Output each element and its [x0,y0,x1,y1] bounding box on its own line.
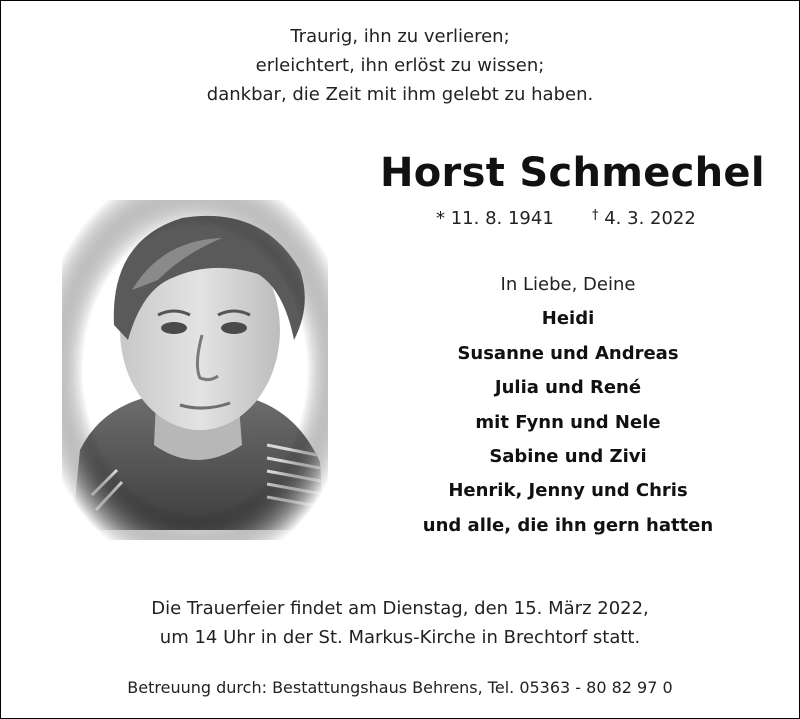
funeral-home-footer: Betreuung durch: Bestattungshaus Behrens, Tel. 05363 - 80 82 97 0 [127,678,673,697]
family-intro: In Liebe, Deine [500,274,636,295]
family-member: Julia und René [494,377,642,399]
funeral-service-info [0,594,800,652]
poem-line: erleichtert, ihn erlöst zu wissen; [255,55,545,76]
family-member: und alle, die ihn gern hatten [422,514,714,536]
birth-date [436,208,554,229]
deceased-name: Horst Schmechel [380,150,765,196]
family-signatures [412,268,724,543]
family-member: mit Fynn und Nele [475,411,661,433]
family-member: Sabine und Zivi [489,446,647,468]
death-date [592,208,696,229]
portrait-photo [62,200,328,540]
birth-symbol: * [436,208,445,229]
family-member: Heidi [541,308,595,330]
birth-date-value: 11. 8. 1941 [450,208,554,229]
family-member: Henrik, Jenny und Chris [448,480,688,502]
death-date-value: 4. 3. 2022 [604,208,696,229]
service-line: Die Trauerfeier findet am Dienstag, den 15. März 2022, [151,598,649,619]
poem [0,22,800,109]
poem-line: Traurig, ihn zu verlieren; [290,26,510,47]
poem-line: dankbar, die Zeit mit ihm gelebt zu haben. [206,84,594,105]
family-member: Susanne und Andreas [457,342,679,364]
cross-icon: † [592,208,599,223]
service-line: um 14 Uhr in der St. Markus-Kirche in Brechtorf statt. [159,627,641,648]
